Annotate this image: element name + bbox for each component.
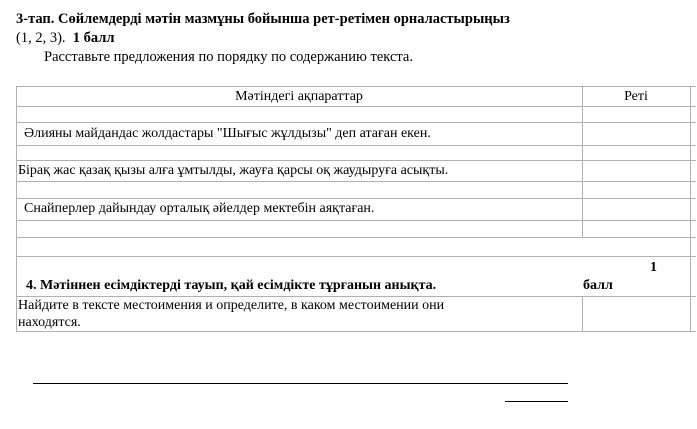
sentence-row-2: Бірақ жас қазақ қызы алға ұмтылды, жауға қарсы оқ жаудыруға асықты. <box>18 163 449 178</box>
order-answer-cell-1[interactable] <box>583 123 689 144</box>
column-header-info: Мәтіндегі ақпараттар <box>235 89 363 104</box>
task3-subtitle <box>16 30 115 47</box>
sentence-row-3: Снайперлер дайындау орталық әйелдер мектебін аяқтаған. <box>24 201 375 216</box>
task4-instruction-line2: находятся. <box>18 315 81 330</box>
task4-points-word: балл <box>583 278 613 293</box>
sentence-row-1: Әлияны майдандас жолдастары "Шығыс жұлдызы" деп атаған екен. <box>24 126 431 141</box>
order-answer-cell-2[interactable] <box>583 161 689 180</box>
task3-points: 1 балл <box>72 30 115 46</box>
task4-title: 4. Мәтіннен есімдіктерді тауып, қай есімдікте тұрғанын анықта. <box>26 278 437 293</box>
task4-points-number: 1 <box>650 260 657 275</box>
task3-instruction: Расставьте предложения по порядку по содержанию текста. <box>44 49 413 65</box>
answer-line[interactable] <box>33 383 568 384</box>
column-header-order: Реті <box>624 89 648 104</box>
task3-sub-ref: (1, 2, 3). <box>16 30 66 46</box>
task3-title: 3-тап. Сөйлемдерді мәтін мазмұны бойынша рет-ретімен орналастырыңыз <box>16 11 510 27</box>
task4-instruction-line1: Найдите в тексте местоимения и определите, в каком местоимении они <box>18 298 445 313</box>
order-answer-cell-3[interactable] <box>583 199 689 219</box>
task4-answer-cell[interactable] <box>583 297 689 330</box>
short-answer-line[interactable] <box>505 401 568 402</box>
